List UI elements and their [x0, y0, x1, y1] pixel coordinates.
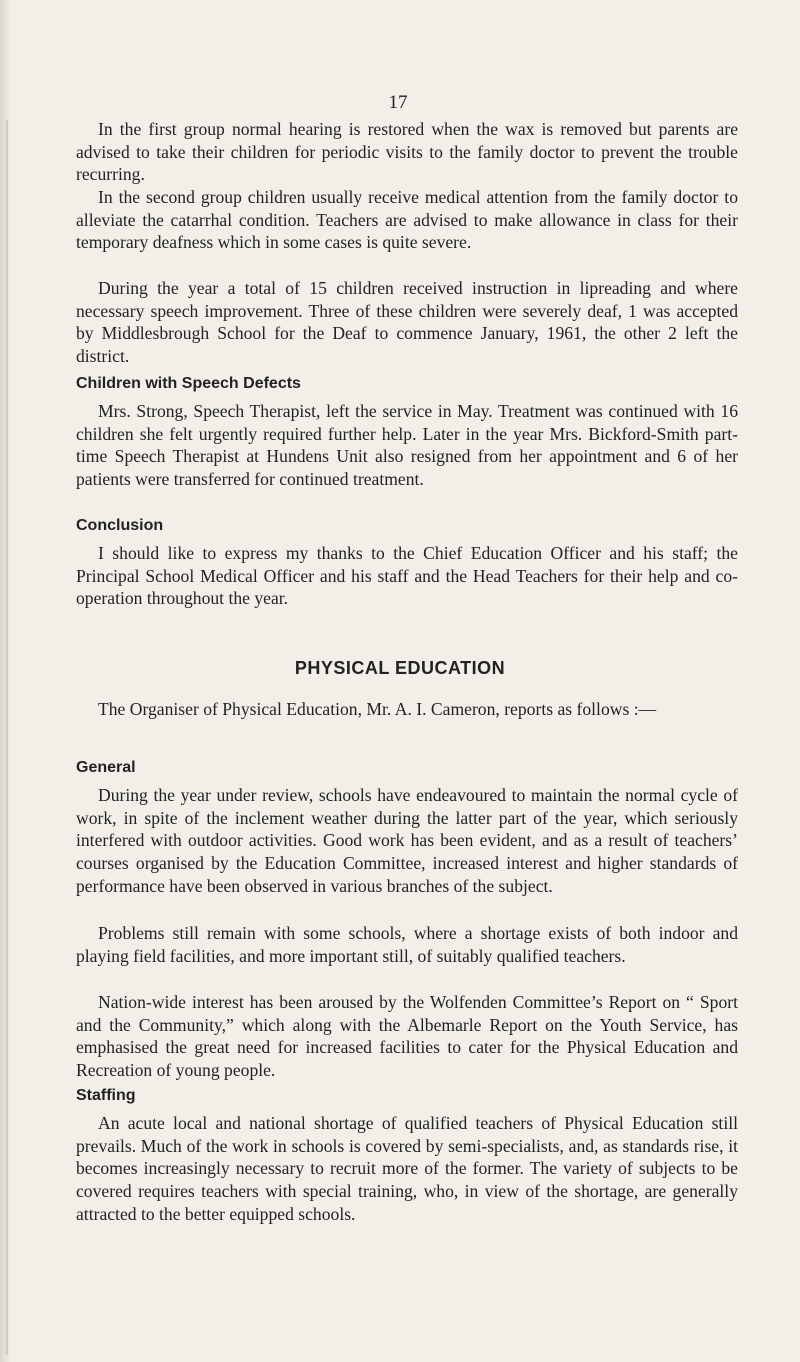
- paragraph-speech-therapist: Mrs. Strong, Speech Therapist, left the service in May. Treatment was continued with 16 children she felt urgently required further help. Later in the year Mrs. Bickford-Smith part-time Speech Therapist at Hundens Unit also resigned from her appointment and 6 of her patients were transferred for continued treatment.: [76, 401, 738, 490]
- page-number: 17: [388, 92, 408, 113]
- paragraph-teacher-shortage: An acute local and national shortage of qualified teachers of Physical Education still prevails. Much of the work in schools is covered by semi-specialists, and, as standards rise, it becomes increasingly necessary to recruit more of the former. The variety of subjects to be covered requires teachers with special training, who, in view of the shortage, are generally attracted to the better equipped schools.: [76, 1113, 738, 1224]
- heading-speech-defects: Children with Speech Defects: [76, 375, 301, 392]
- paragraph-wax-removal: In the first group normal hearing is restored when the wax is removed but parents are advised to take their children for periodic visits to the family doctor to prevent the trouble recurring.: [76, 119, 738, 185]
- section-title: PHYSICAL EDUCATION: [294, 658, 506, 678]
- paragraph-problems: Problems still remain with some schools, where a shortage exists of both indoor and playing field facilities, and more important still, of suitably qualified teachers.: [76, 923, 738, 966]
- paragraph-organiser: The Organiser of Physical Education, Mr. A. I. Cameron, reports as follows :—: [98, 699, 657, 719]
- heading-conclusion: Conclusion: [76, 517, 164, 534]
- paragraph-catarrhal: In the second group children usually receive medical attention from the family doctor to alleviate the catarrhal condition. Teachers are advised to make allowance in class for their temporary deafness which in some cases is quite severe.: [76, 187, 738, 253]
- paragraph-review: During the year under review, schools have endeavoured to maintain the normal cycle of work, in spite of the inclement weather during the latter part of the year, which seriously interfered with outdoor activities. Good work has been evident, and as a result of teachers’ courses organised by the Education Committee, increased interest and higher standards of performance have been observed in various branches of the subject.: [76, 785, 738, 896]
- heading-staffing: Staffing: [76, 1087, 136, 1104]
- paragraph-lipreading: During the year a total of 15 children received instruction in lipreading and where necessary speech improvement. Three of these children were severely deaf, 1 was accepted by Middlesbrough School for the Deaf to commence January, 1961, the other 2 left the district.: [76, 278, 738, 367]
- paragraph-thanks: I should like to express my thanks to the Chief Education Officer and his staff; the Principal School Medical Officer and his staff and the Head Teachers for their help and co-operation throughout the year.: [76, 543, 738, 609]
- paragraph-wolfenden: Nation-wide interest has been aroused by the Wolfenden Committee’s Report on “ Sport and the Community,” which along with the Albemarle Report on the Youth Service, has emphasised the great need for increased facilities to cater for the Physical Education and Recreation of young people.: [76, 992, 738, 1081]
- heading-general: General: [76, 759, 136, 776]
